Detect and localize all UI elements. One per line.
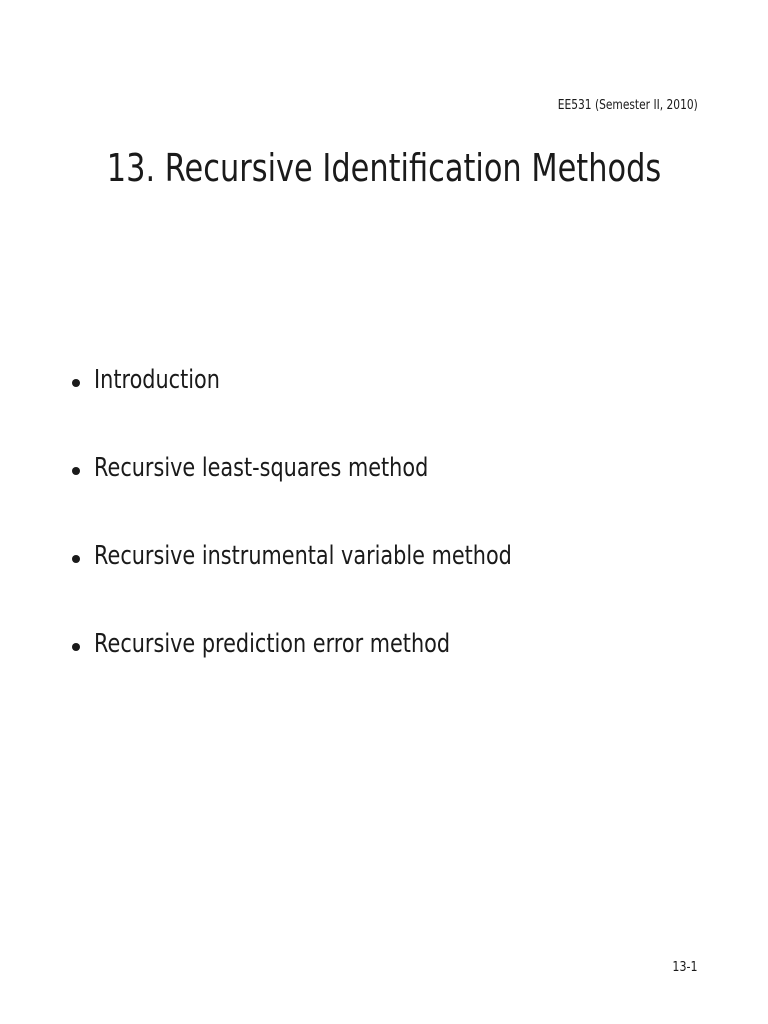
list-item [72,626,616,714]
bullet-icon [72,379,80,387]
list-item [72,362,616,450]
bullet-icon [72,467,80,475]
bullet-icon [72,555,80,563]
page-number: 13-1 [672,960,698,975]
slide-title: 13. Recursive Identification Methods [106,146,662,190]
list-item-text: Introduction [94,365,220,395]
bullet-icon [72,643,80,651]
list-item-text: Recursive prediction error method [94,629,451,659]
list-item [72,450,616,538]
topic-list [72,362,616,714]
course-header: EE531 (Semester II, 2010) [557,98,698,113]
list-item-text: Recursive least-squares method [94,453,429,483]
list-item-text: Recursive instrumental variable method [94,541,512,571]
list-item [72,538,616,626]
